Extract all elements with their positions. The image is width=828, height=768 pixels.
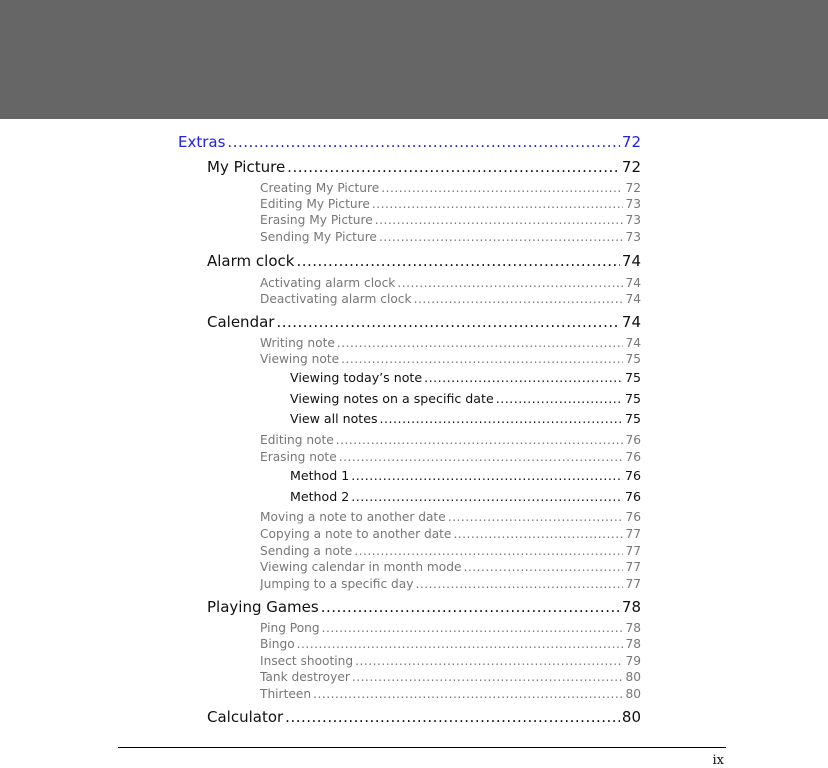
toc-leader-dots bbox=[448, 510, 624, 524]
toc-entry[interactable] bbox=[260, 433, 641, 447]
toc-entry-label: Activating alarm clock bbox=[260, 276, 396, 290]
toc-leader-dots bbox=[415, 577, 623, 591]
toc-entry-label: Viewing note bbox=[260, 352, 340, 366]
toc-entry-page: 77 bbox=[625, 527, 641, 541]
toc-entry-label: My Picture bbox=[207, 158, 286, 176]
toc-entry[interactable] bbox=[178, 133, 641, 151]
toc-leader-dots bbox=[352, 670, 624, 684]
toc-entry-label: View all notes bbox=[290, 411, 378, 426]
toc-leader-dots bbox=[351, 489, 623, 504]
toc-entry-label: Erasing note bbox=[260, 450, 337, 464]
toc-entry-page: 80 bbox=[625, 687, 641, 701]
toc-entry-page: 74 bbox=[621, 313, 641, 331]
toc-entry-page: 73 bbox=[625, 230, 641, 244]
toc-entry-label: Sending a note bbox=[260, 544, 353, 558]
footer-rule bbox=[118, 747, 726, 748]
toc-entry-page: 74 bbox=[621, 252, 641, 270]
toc-entry[interactable] bbox=[260, 637, 641, 651]
toc-entry-label: Copying a note to another date bbox=[260, 527, 452, 541]
toc-leader-dots bbox=[297, 637, 624, 651]
toc-entry-label: Insect shooting bbox=[260, 654, 354, 668]
toc-entry-label: Bingo bbox=[260, 637, 295, 651]
toc-entry[interactable] bbox=[207, 708, 641, 726]
toc-entry-page: 75 bbox=[625, 352, 641, 366]
toc-entry-page: 76 bbox=[625, 450, 641, 464]
toc-entry-page: 75 bbox=[624, 411, 641, 426]
toc-entry-page: 78 bbox=[625, 621, 641, 635]
toc-entry-label: Tank destroyer bbox=[260, 670, 350, 684]
toc-entry[interactable] bbox=[290, 391, 641, 406]
toc-leader-dots bbox=[336, 433, 624, 447]
toc-entry-label: Method 1 bbox=[290, 468, 350, 483]
toc-entry-page: 73 bbox=[625, 213, 641, 227]
toc-entry-label: Method 2 bbox=[290, 489, 350, 504]
toc-entry-label: Playing Games bbox=[207, 598, 319, 616]
toc-leader-dots bbox=[285, 708, 620, 726]
page-number: ix bbox=[712, 753, 724, 768]
toc-entry[interactable] bbox=[260, 213, 641, 227]
toc-entry[interactable] bbox=[260, 654, 641, 668]
toc-entry-page: 78 bbox=[621, 598, 641, 616]
toc-leader-dots bbox=[380, 411, 623, 426]
toc-leader-dots bbox=[341, 352, 623, 366]
toc-entry[interactable] bbox=[260, 544, 641, 558]
toc-entry-page: 80 bbox=[625, 670, 641, 684]
toc-leader-dots bbox=[296, 252, 619, 270]
toc-entry[interactable] bbox=[260, 181, 641, 195]
toc-leader-dots bbox=[496, 391, 623, 406]
toc-leader-dots bbox=[339, 450, 624, 464]
toc-leader-dots bbox=[372, 197, 624, 211]
toc-entry[interactable] bbox=[207, 598, 641, 616]
toc-entry-page: 74 bbox=[625, 336, 641, 350]
toc-entry-page: 77 bbox=[625, 560, 641, 574]
toc-entry-page: 74 bbox=[625, 276, 641, 290]
toc-leader-dots bbox=[337, 336, 624, 350]
toc-entry-page: 77 bbox=[625, 577, 641, 591]
toc-entry-label: Extras bbox=[178, 133, 226, 151]
toc-entry[interactable] bbox=[260, 510, 641, 524]
toc-entry-label: Editing My Picture bbox=[260, 197, 370, 211]
toc-leader-dots bbox=[375, 213, 624, 227]
toc-entry[interactable] bbox=[260, 621, 641, 635]
toc-entry-label: Calendar bbox=[207, 313, 275, 331]
toc-leader-dots bbox=[313, 687, 623, 701]
toc-entry[interactable] bbox=[290, 468, 641, 483]
toc-entry-page: 75 bbox=[624, 391, 641, 406]
toc-entry[interactable] bbox=[260, 197, 641, 211]
toc-leader-dots bbox=[464, 560, 624, 574]
toc-entry-label: Deactivating alarm clock bbox=[260, 292, 412, 306]
toc-entry-label: Viewing calendar in month mode bbox=[260, 560, 462, 574]
toc-entry-page: 76 bbox=[624, 489, 641, 504]
toc-entry-label: Editing note bbox=[260, 433, 334, 447]
toc-leader-dots bbox=[351, 468, 623, 483]
toc-leader-dots bbox=[424, 370, 623, 385]
toc-entry[interactable] bbox=[260, 560, 641, 574]
toc-entry-page: 75 bbox=[624, 370, 641, 385]
toc-leader-dots bbox=[227, 133, 619, 151]
toc-entry[interactable] bbox=[260, 687, 641, 701]
toc-entry[interactable] bbox=[260, 352, 641, 366]
toc-leader-dots bbox=[354, 544, 623, 558]
toc-entry[interactable] bbox=[260, 230, 641, 244]
toc-leader-dots bbox=[381, 181, 623, 195]
toc-entry-label: Moving a note to another date bbox=[260, 510, 446, 524]
toc-entry[interactable] bbox=[207, 252, 641, 270]
toc-leader-dots bbox=[379, 230, 624, 244]
toc-entry-page: 77 bbox=[625, 544, 641, 558]
toc-entry-label: Ping Pong bbox=[260, 621, 320, 635]
toc-entry-page: 80 bbox=[621, 708, 641, 726]
toc-entry-page: 73 bbox=[625, 197, 641, 211]
toc-entry-page: 78 bbox=[625, 637, 641, 651]
toc-entry-label: Viewing today’s note bbox=[290, 370, 423, 385]
toc-leader-dots bbox=[321, 598, 620, 616]
toc-entry-page: 76 bbox=[624, 468, 641, 483]
toc-leader-dots bbox=[453, 527, 623, 541]
toc-entry-label: Sending My Picture bbox=[260, 230, 377, 244]
toc-entry-label: Jumping to a specific day bbox=[260, 577, 414, 591]
toc-entry-label: Calculator bbox=[207, 708, 284, 726]
toc-entry-label: Erasing My Picture bbox=[260, 213, 373, 227]
toc-entry-label: Viewing notes on a specific date bbox=[290, 391, 494, 406]
toc-entry[interactable] bbox=[260, 276, 641, 290]
toc-entry[interactable] bbox=[260, 450, 641, 464]
toc-entry-label: Thirteen bbox=[260, 687, 312, 701]
toc-entry[interactable] bbox=[260, 292, 641, 306]
toc-entry[interactable] bbox=[260, 670, 641, 684]
toc-leader-dots bbox=[414, 292, 624, 306]
toc-entry-page: 76 bbox=[625, 510, 641, 524]
toc-leader-dots bbox=[355, 654, 623, 668]
toc-entry-page: 72 bbox=[621, 133, 641, 151]
toc-leader-dots bbox=[397, 276, 623, 290]
toc-entry-label: Creating My Picture bbox=[260, 181, 380, 195]
toc-entry-page: 79 bbox=[625, 654, 641, 668]
toc-leader-dots bbox=[287, 158, 620, 176]
toc-leader-dots bbox=[276, 313, 619, 331]
toc-entry-page: 74 bbox=[625, 292, 641, 306]
toc-entry[interactable] bbox=[207, 313, 641, 331]
toc-entry-page: 76 bbox=[625, 433, 641, 447]
toc-entry[interactable] bbox=[290, 489, 641, 504]
toc-leader-dots bbox=[322, 621, 624, 635]
toc-entry[interactable] bbox=[207, 158, 641, 176]
toc-entry[interactable] bbox=[260, 336, 641, 350]
toc-entry[interactable] bbox=[260, 527, 641, 541]
toc-entry[interactable] bbox=[290, 411, 641, 426]
toc-entry[interactable] bbox=[260, 577, 641, 591]
toc-entry-label: Writing note bbox=[260, 336, 335, 350]
toc-entry-label: Alarm clock bbox=[207, 252, 295, 270]
toc-entry-page: 72 bbox=[621, 158, 641, 176]
toc-entry-page: 72 bbox=[625, 181, 641, 195]
toc-entry[interactable] bbox=[290, 370, 641, 385]
